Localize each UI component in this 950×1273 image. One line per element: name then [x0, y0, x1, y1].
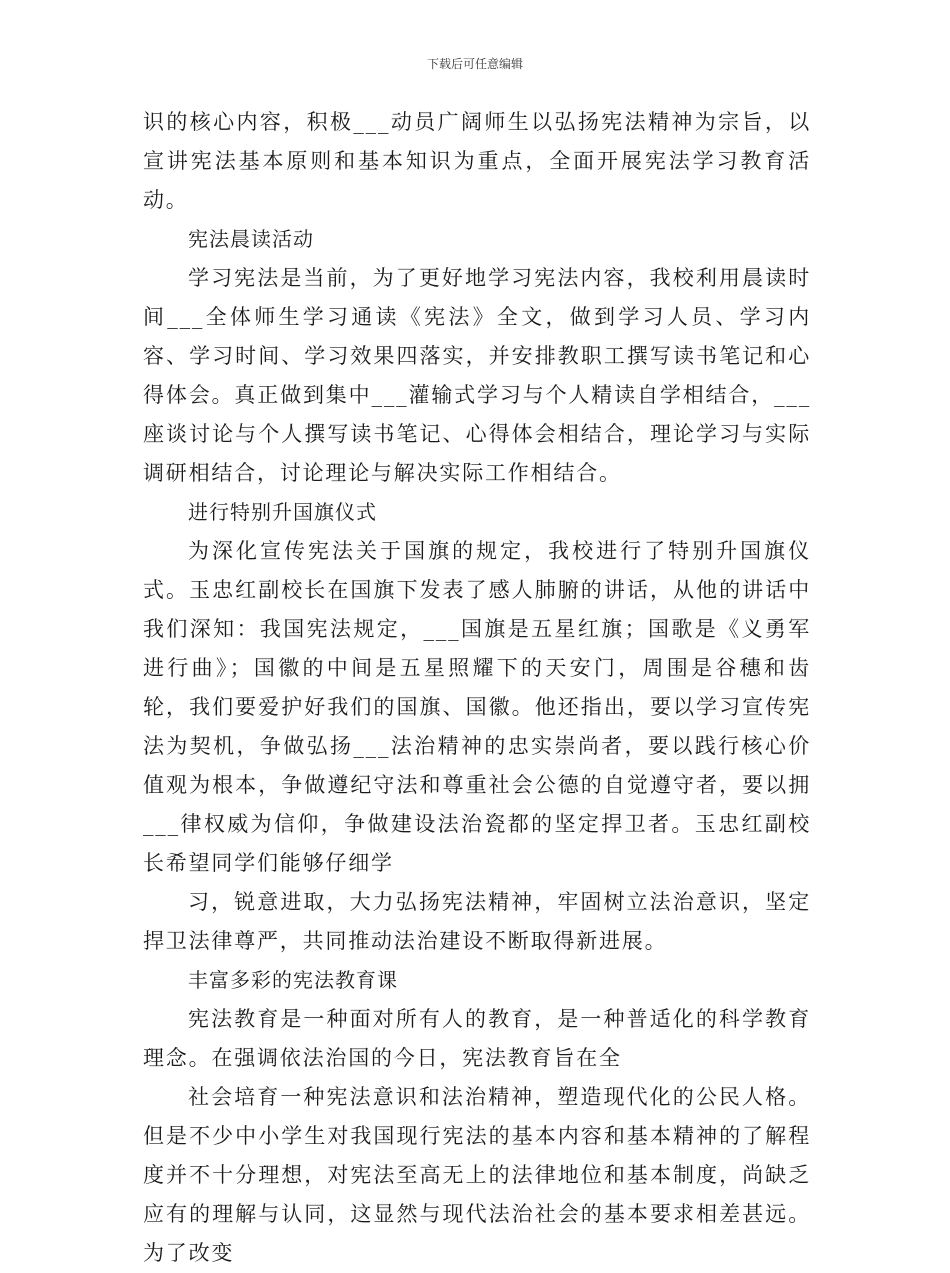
paragraph-constitution-class-cont: 社会培育一种宪法意识和法治精神，塑造现代化的公民人格。但是不少中小学生对我国现行宪法的基本内容和基本精神的了解程度并不十分理想，对宪法至高无上的法律地位和基本制度，尚缺乏应有的理解与认同，这显然与现代法治社会的基本要求相差甚远。为了改变: [143, 1085, 811, 1265]
heading-constitution-class: 丰富多彩的宪法教育课: [188, 968, 398, 992]
paragraph-flag-ceremony: 为深化宣传宪法关于国旗的规定，我校进行了特别升国旗仪式。玉忠红副校长在国旗下发表了感人肺腑的讲话，从他的讲话中我们深知：我国宪法规定，___国旗是五星红旗；国歌是《义勇军进行曲》；国徽的中间是五星照耀下的天安门，周围是谷穗和齿轮，我们要爱护好我们的国旗、国徽。他还指出，要以学习宣传宪法为契机，争做弘扬___法治精神的忠实崇尚者，要以践行核心价值观为根本，争做遵纪守法和尊重社会公德的自觉遵守者，要以拥___律权威为信仰，争做建设法治瓷都的坚定捍卫者。玉忠红副校长希望同学们能够仔细学: [143, 539, 811, 875]
paragraph-flag-ceremony-cont: 习，锐意进取，大力弘扬宪法精神，牢固树立法治意识，坚定捍卫法律尊严，共同推动法治建设不断取得新进展。: [143, 890, 811, 953]
paragraph-intro: 识的核心内容，积极___动员广阔师生以弘扬宪法精神为宗旨，以宣讲宪法基本原则和基本知识为重点，全面开展宪法学习教育活动。: [143, 110, 811, 212]
heading-morning-reading: 宪法晨读活动: [188, 227, 314, 251]
heading-flag-ceremony: 进行特别升国旗仪式: [188, 500, 377, 524]
paragraph-morning-reading: 学习宪法是当前，为了更好地学习宪法内容，我校利用晨读时间___全体师生学习通读《宪法》全文，做到学习人员、学习内容、学习时间、学习效果四落实，并安排教职工撰写读书笔记和心得体会。真正做到集中___灌输式学习与个人精读自学相结合，___座谈讨论与个人撰写读书笔记、心得体会相结合，理论学习与实际调研相结合，讨论理论与解决实际工作相结合。: [143, 266, 811, 485]
paragraph-constitution-class: 宪法教育是一种面对所有人的教育，是一种普适化的科学教育理念。在强调依法治国的今日，宪法教育旨在全: [143, 1007, 811, 1070]
document-body: [143, 103, 811, 1273]
page-header: 下载后可任意编辑: [426, 57, 523, 71]
